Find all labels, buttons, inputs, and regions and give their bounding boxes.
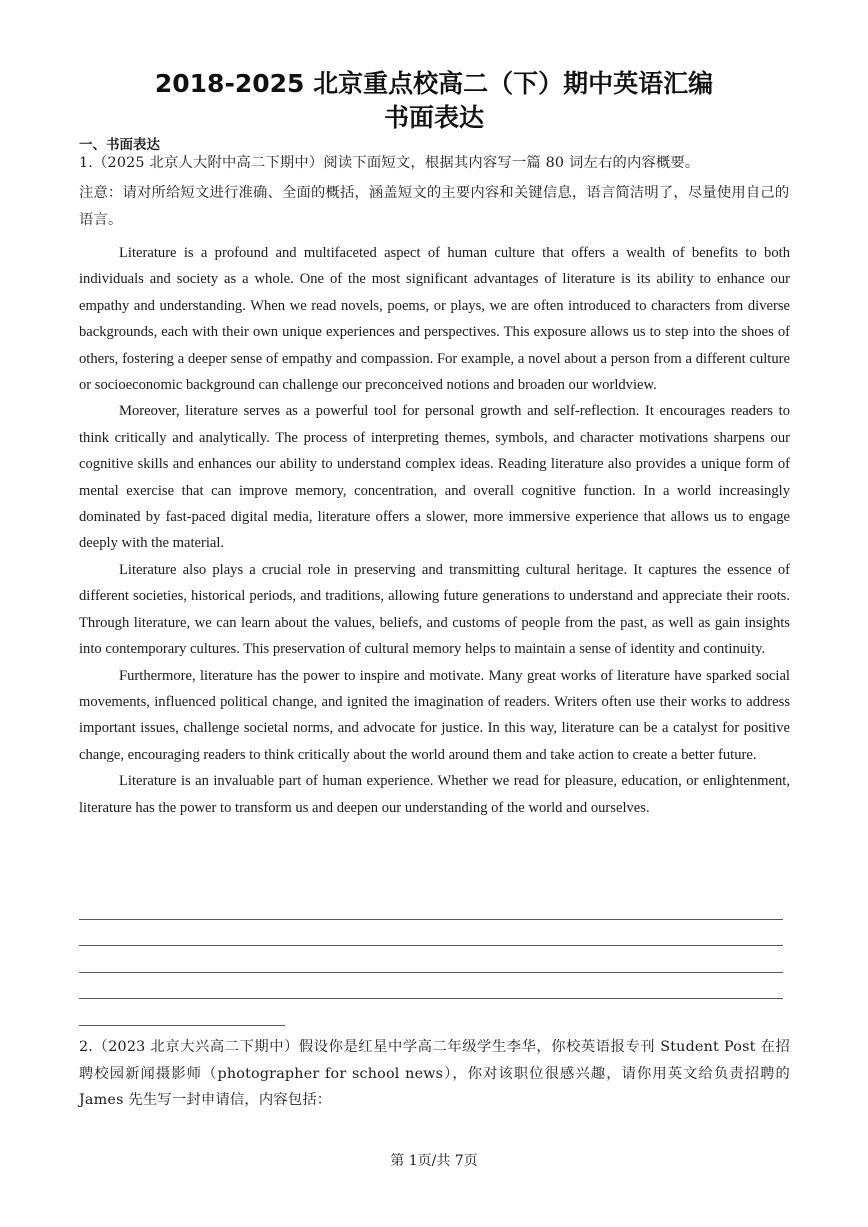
passage-paragraph: Literature is an invaluable part of human experience. Whether we read for pleasure, education, or enlightenment, literature has the power to transform us and deepen our understanding of the world and ourselves. xyxy=(79,773,790,816)
answer-line xyxy=(79,920,783,947)
document-subtitle: 书面表达 xyxy=(383,103,484,132)
answer-lines xyxy=(79,893,783,999)
passage-paragraph: Moreover, literature serves as a powerful tool for personal growth and self-reflection. It encourages readers to think critically and analytically. The process of interpreting themes, symbols, and character motivations sharpens our cognitive skills and enhances our ability to understand complex ideas. Reading literature also provides a unique form of mental exercise that can improve memory, concentration, and overall cognitive function. In a world increasingly dominated by fast-paced digital media, literature offers a slower, more immersive experience that allows us to engage deeply with the material. xyxy=(79,403,790,552)
reading-passage xyxy=(79,240,790,821)
section-divider xyxy=(79,1025,285,1026)
question-2-prompt: 2.（2023 北京大兴高二下期中）假设你是红星中学高二年级学生李华，你校英语报专刊 Student Post 在招聘校园新闻摄影师（photographer for school news），你对该职位很感兴趣，请你用英文给负责招聘的 James 先生写一封申请信，内容包括： xyxy=(79,1039,790,1108)
question-1-prompt: 1.（2025 北京人大附中高二下期中）阅读下面短文，根据其内容写一篇 80 词左右的内容概要。 xyxy=(79,155,700,171)
document-title: 2018-2025 北京重点校高二（下）期中英语汇编 xyxy=(154,69,714,98)
answer-line xyxy=(79,946,783,973)
passage-paragraph: Literature is a profound and multifaceted aspect of human culture that offers a wealth of benefits to both individuals and society as a whole. One of the most significant advantages of literature is its ability to enhance our empathy and understanding. When we read novels, poems, or plays, we are often introduced to characters from diverse backgrounds, each with their own unique experiences and perspectives. This exposure allows us to step into the shoes of others, fostering a deeper sense of empathy and compassion. For example, a novel about a person from a different culture or socioeconomic background can challenge our preconceived notions and broaden our worldview. xyxy=(79,245,790,394)
page-footer: 第 1页/共 7页 xyxy=(390,1153,478,1169)
answer-line xyxy=(79,893,783,920)
passage-paragraph: Literature also plays a crucial role in preserving and transmitting cultural heritage. It captures the essence of different societies, historical periods, and traditions, allowing future generations to understand and appreciate their roots. Through literature, we can learn about the values, beliefs, and customs of people from the past, as well as gain insights into contemporary cultures. This preservation of cultural memory helps to maintain a sense of identity and continuity. xyxy=(79,561,790,658)
answer-line xyxy=(79,973,783,1000)
passage-paragraph: Furthermore, literature has the power to inspire and motivate. Many great works of literature have sparked social movements, influenced political change, and ignited the imagination of readers. Writers often use their works to address important issues, challenge societal norms, and advocate for justice. In this way, literature can be a catalyst for positive change, encouraging readers to think critically about the world around them and take action to create a better future. xyxy=(79,667,790,763)
section-heading: 一、书面表达 xyxy=(79,137,160,153)
question-1-note: 注意：请对所给短文进行准确、全面的概括，涵盖短文的主要内容和关键信息，语言简洁明了，尽量使用自己的语言。 xyxy=(79,185,790,228)
